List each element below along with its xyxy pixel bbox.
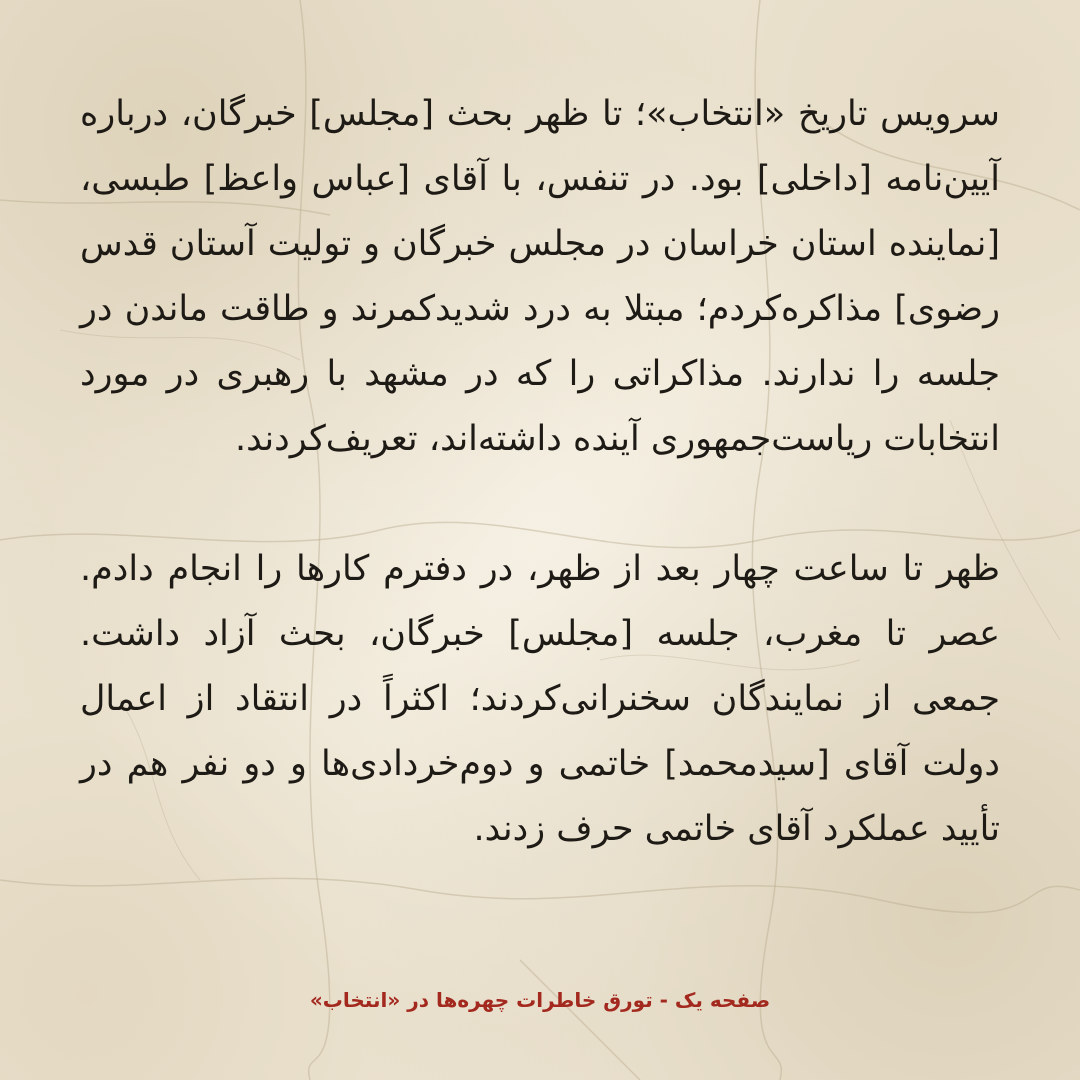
paragraph-1: سرویس تاریخ «انتخاب»؛ تا ظهر بحث [مجلس] خبرگان، درباره آیین‌نامه [داخلی] بود. در تنفس، با آقای [عباس واعظ] طبسی، [نماینده استان خراسان در مجلس خبرگان و تولیت آستان قدس رضوی] مذاکره‌کردم؛ مبتلا به درد شدیدکمرند و طاقت ماندن در جلسه را ندارند. مذاکراتی را که در مشهد با رهبری در مورد انتخابات ریاست‌جمهوری آینده داشته‌اند، تعریف‌کردند.: [80, 94, 1000, 459]
memoir-text: [80, 82, 1000, 862]
page-footer-caption: صفحه یک - تورق خاطرات چهره‌ها در «انتخاب»: [309, 988, 771, 1012]
paragraph-2: ظهر تا ساعت چهار بعد از ظهر، در دفترم کارها را انجام دادم. عصر تا مغرب، جلسه [مجلس] خبرگان، بحث آزاد داشت. جمعی از نمایندگان سخنرانی‌کردند؛ اکثراً در انتقاد از اعمال دولت آقای [سیدمحمد] خاتمی و دوم‌خردادی‌ها و دو نفر هم در تأیید عملکرد آقای خاتمی حرف زدند.: [80, 549, 1000, 849]
